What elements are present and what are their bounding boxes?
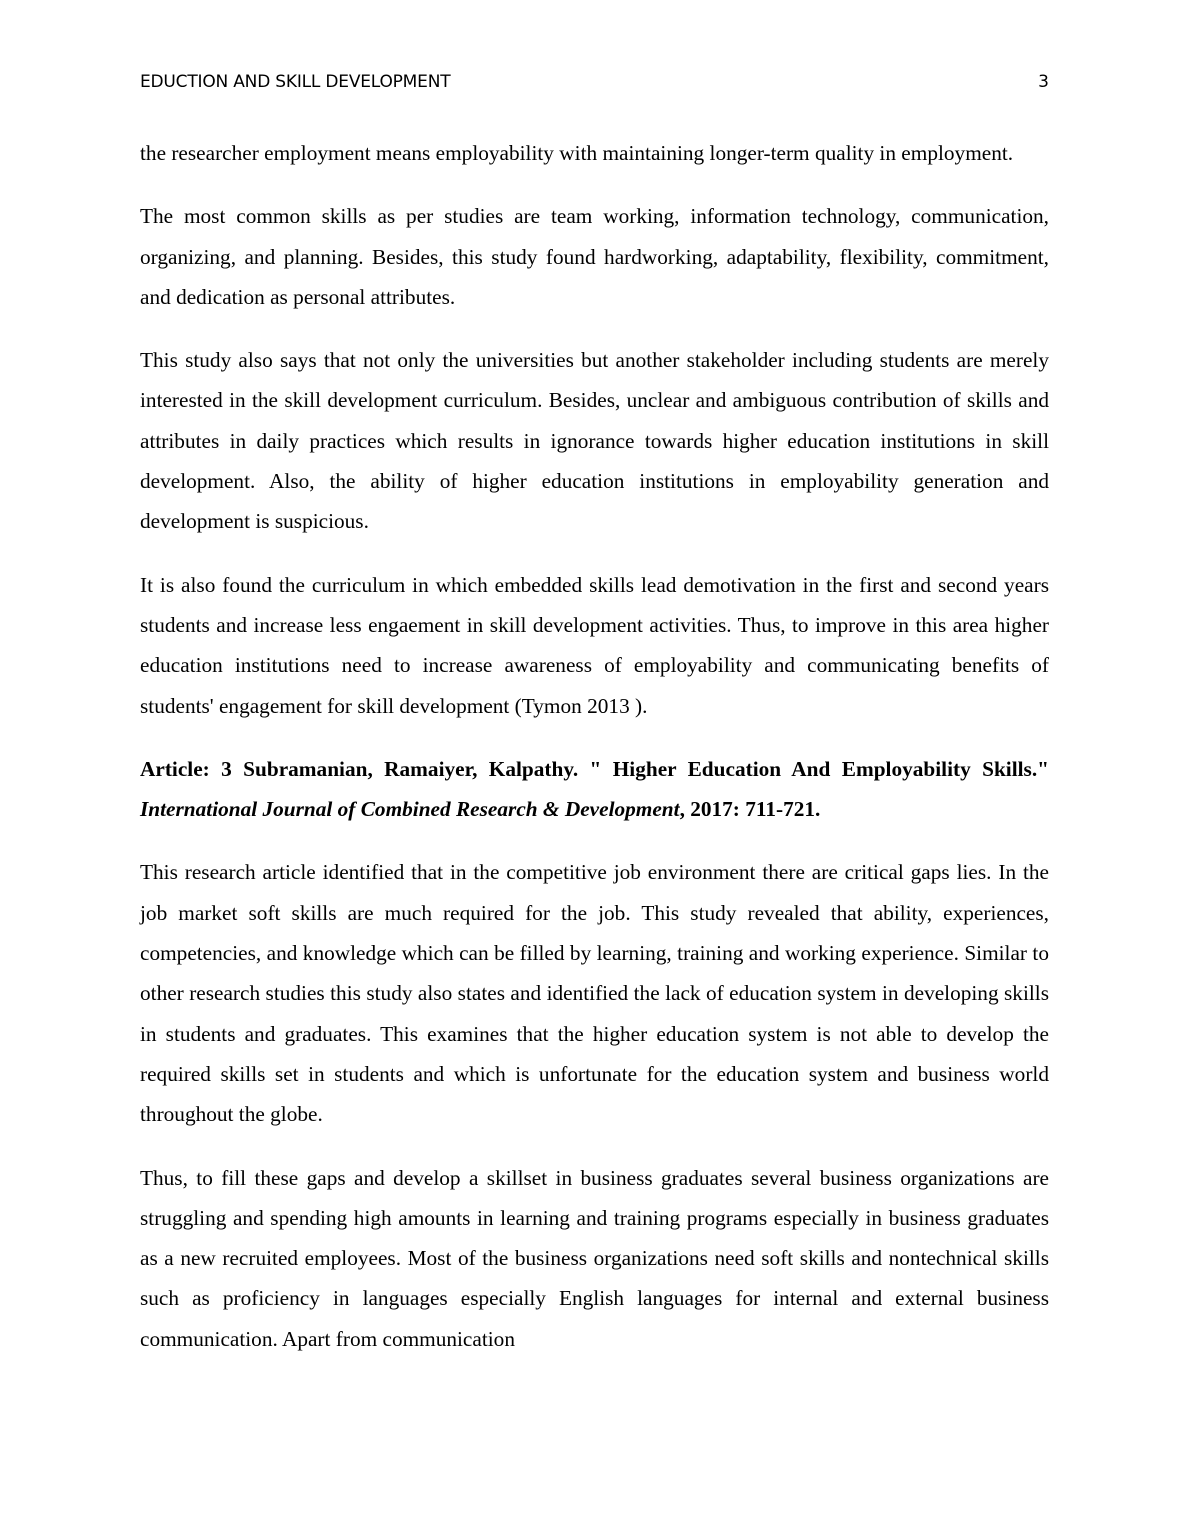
- body-paragraph: The most common skills as per studies are team working, information technology, communication, organizing, and planning. Besides, this study found hardworking, adaptability, flexibility, commitment, and dedication as personal attributes.: [140, 204, 1049, 309]
- article-citation: [140, 749, 1049, 830]
- page-header: [140, 72, 1049, 96]
- body-paragraph: Thus, to fill these gaps and develop a skillset in business graduates several business organizations are struggling and spending high amounts in learning and training programs especially in business graduates as a new recruited employees. Most of the business organizations need soft skills and nontechnical skills such as proficiency in languages especially English languages for internal and external business communication. Apart from communication: [140, 1165, 1049, 1351]
- citation-journal: International Journal of Combined Research & Development: [140, 797, 680, 822]
- body-paragraph: This research article identified that in the competitive job environment there are critical gaps lies. In the job market soft skills are much required for the job. This study revealed that ability, experiences, competencies, and knowledge which can be filled by learning, training and working experience. Similar to other research studies this study also states and identified the lack of education system in developing skills in students and graduates. This examines that the higher education system is not able to develop the required skills set in students and which is unfortunate for the education system and business world throughout the globe.: [140, 860, 1049, 1127]
- body-paragraph: the researcher employment means employability with maintaining longer-term quality in employment.: [140, 141, 1014, 165]
- citation-lead: Article: 3 Subramanian, Ramaiyer, Kalpathy. " Higher Education And Employability Skills.": [140, 756, 1049, 781]
- document-body: [140, 133, 1049, 1382]
- body-paragraph: It is also found the curriculum in which embedded skills lead demotivation in the first and second years students and increase less engaement in skill development activities. Thus, to improve in this area higher education institutions need to increase awareness of employability and communicating benefits of students' engagement for skill development (Tymon 2013 ).: [140, 572, 1049, 718]
- page-number: 3: [1038, 72, 1049, 92]
- running-head: EDUCTION AND SKILL DEVELOPMENT: [140, 72, 451, 92]
- body-paragraph: This study also says that not only the universities but another stakeholder including students are merely interested in the skill development curriculum. Besides, unclear and ambiguous contribution of skills and attributes in daily practices which results in ignorance towards higher education institutions in skill development. Also, the ability of higher education institutions in employability generation and development is suspicious.: [140, 348, 1049, 534]
- citation-tail: , 2017: 711-721.: [679, 797, 821, 822]
